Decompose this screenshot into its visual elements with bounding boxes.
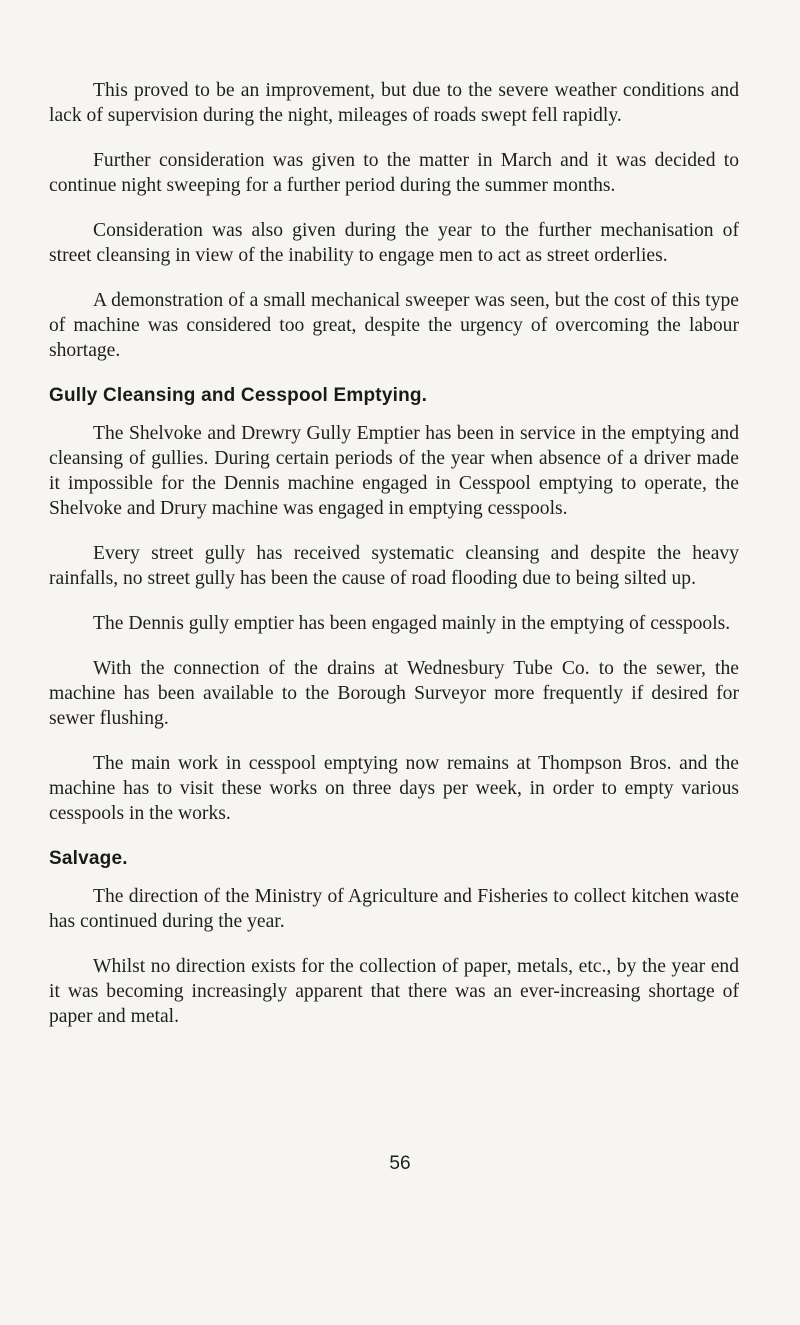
paragraph: The main work in cesspool emptying now remains at Thompson Bros. and the machine has to visit these works on three days per week, in order to empty various cesspools in the works. [49,753,739,824]
paragraph: A demonstration of a small mechanical sweeper was seen, but the cost of this type of machine was considered too great, despite the urgency of overcoming the labour shortage. [49,290,739,361]
paragraph: Further consideration was given to the matter in March and it was decided to continue night sweeping for a further period during the summer months. [49,150,739,196]
section-heading-salvage: Salvage. [49,848,128,869]
paragraph: The direction of the Ministry of Agriculture and Fisheries to collect kitchen waste has continued during the year. [49,886,739,932]
paragraph: This proved to be an improvement, but due to the severe weather conditions and lack of supervision during the night, mileages of roads swept fell rapidly. [49,80,739,126]
page-number: 56 [389,1153,411,1174]
paragraph: Every street gully has received systematic cleansing and despite the heavy rainfalls, no street gully has been the cause of road flooding due to being silted up. [49,543,739,589]
paragraph: Consideration was also given during the year to the further mechanisation of street cleansing in view of the inability to engage men to act as street orderlies. [49,220,739,266]
paragraph: With the connection of the drains at Wednesbury Tube Co. to the sewer, the machine has been available to the Borough Surveyor more frequently if desired for sewer flushing. [49,658,739,729]
section-heading-gully: Gully Cleansing and Cesspool Emptying. [49,385,428,406]
document-page [49,78,739,1049]
paragraph: The Shelvoke and Drewry Gully Emptier has been in service in the emptying and cleansing of gullies. During certain periods of the year when absence of a driver made it impossible for the Dennis machine engaged in Cesspool emptying to operate, the Shelvoke and Drury machine was engaged in emptying cesspools. [49,423,739,519]
paragraph: The Dennis gully emptier has been engaged mainly in the emptying of cesspools. [93,613,731,634]
paragraph: Whilst no direction exists for the collection of paper, metals, etc., by the year end it was becoming increasingly apparent that there was an ever-increasing shortage of paper and metal. [49,956,739,1027]
